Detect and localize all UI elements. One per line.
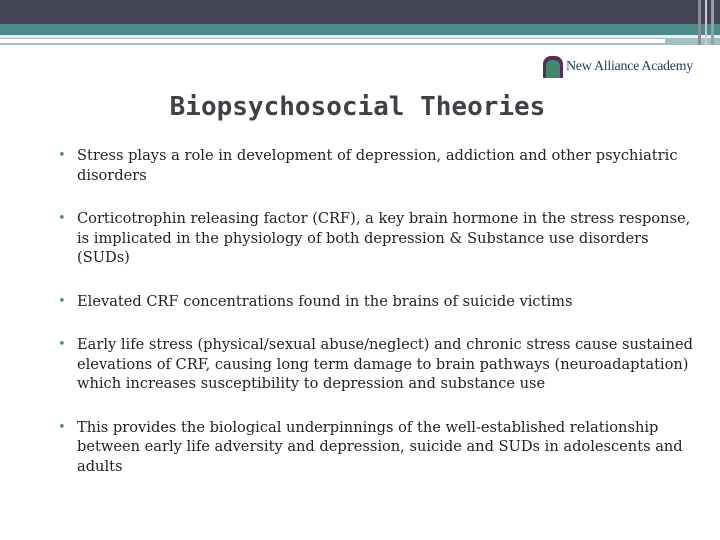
bullet-item: • Corticotrophin releasing factor (CRF), a key brain hormone in the stress response, is implicated in the physiology of both depression & Substance use disorders (SUDs) <box>58 209 698 268</box>
header-band-dark <box>0 0 720 24</box>
bullet-list <box>58 146 698 500</box>
decor-stripe <box>698 0 701 45</box>
header-band-teal <box>0 24 720 35</box>
decor-stripe <box>711 0 714 45</box>
bullet-item: • Elevated CRF concentrations found in the brains of suicide victims <box>58 292 698 312</box>
bullet-item: • Stress plays a role in development of depression, addiction and other psychiatric disorders <box>58 146 698 185</box>
logo-text: New Alliance Academy <box>566 59 693 74</box>
bullet-item: • Early life stress (physical/sexual abuse/neglect) and chronic stress cause sustained elevations of CRF, causing long term damage to brain pathways (neuroadaptation) which increases susceptibility to depression and substance use <box>58 335 698 394</box>
decor-stripe <box>705 0 707 45</box>
logo-arch-icon <box>543 56 563 78</box>
logo <box>543 56 693 78</box>
header-band-white <box>0 39 665 43</box>
bullet-item: • This provides the biological underpinnings of the well-established relationship between early life adversity and depression, suicide and SUDs in adolescents and adults <box>58 418 698 477</box>
slide-title: Biopsychosocial Theories <box>169 92 546 122</box>
